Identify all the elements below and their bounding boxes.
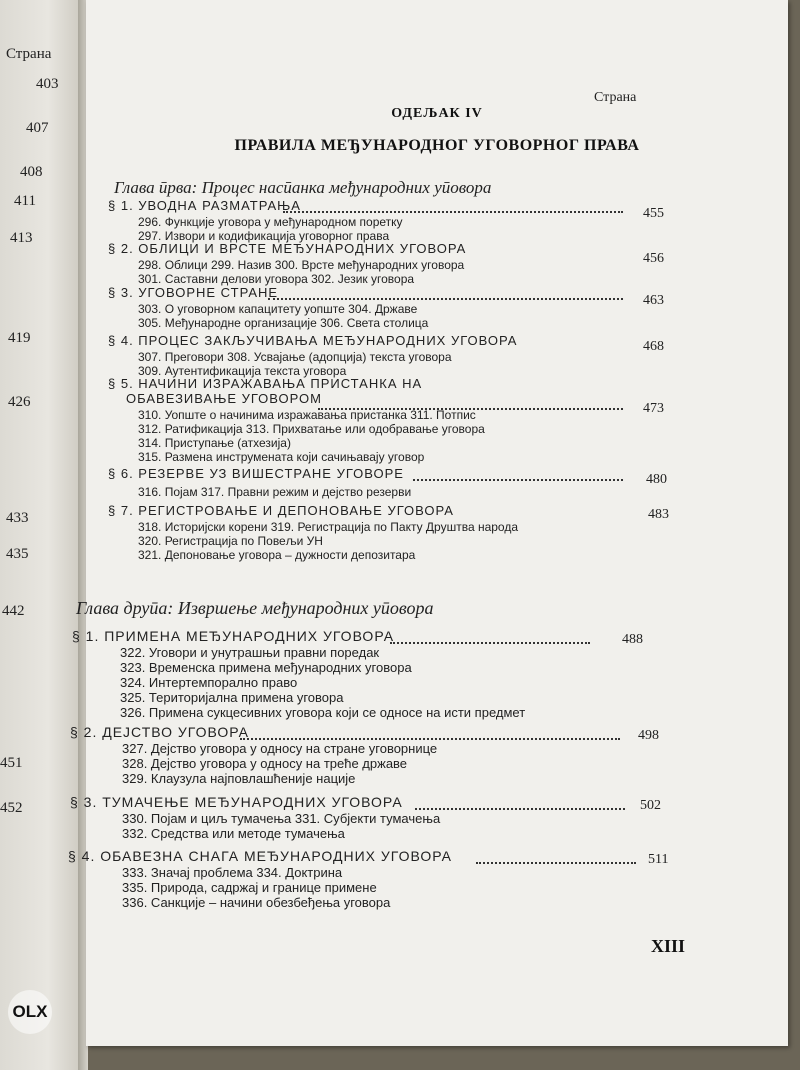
left-page-number: 407 bbox=[26, 120, 49, 136]
toc-item: 296. Функције уговора у међународном поретку bbox=[138, 215, 403, 229]
toc-item: 333. Значај проблема 334. Доктрина bbox=[122, 865, 343, 880]
toc-section-heading: § 6. РЕЗЕРВЕ УЗ ВИШЕСТРАНЕ УГОВОРЕ bbox=[108, 466, 404, 481]
toc-item: 309. Аутентификација текста уговора bbox=[138, 364, 347, 378]
left-page-number: 411 bbox=[14, 193, 36, 209]
toc-item: 310. Уопште о начинима изражавања пристанка 311. Потпис bbox=[138, 408, 476, 422]
toc-page-number: 463 bbox=[643, 293, 664, 308]
toc-section bbox=[108, 198, 708, 243]
left-page-number: 403 bbox=[36, 76, 59, 92]
leader-dots bbox=[415, 808, 625, 810]
toc-page-number: 483 bbox=[648, 507, 669, 522]
left-page-number: 408 bbox=[20, 164, 43, 180]
toc-item: 327. Дејство уговора у односу на стране уговорнице bbox=[122, 741, 438, 756]
olx-watermark: OLX bbox=[8, 990, 52, 1034]
toc-section-heading: § 7. РЕГИСТРОВАЊЕ И ДЕПОНОВАЊЕ УГОВОРА bbox=[108, 503, 454, 518]
leader-dots bbox=[413, 479, 623, 481]
toc-section bbox=[68, 848, 758, 910]
toc-item: 322. Уговори и унутрашњи правни поредак bbox=[120, 645, 380, 660]
toc-section bbox=[108, 333, 708, 378]
left-page-number: 433 bbox=[6, 510, 29, 526]
toc-item: 323. Временска примена међународних уговора bbox=[120, 660, 412, 675]
toc-section-heading: § 4. ОБАВЕЗНА СНАГА МЕЂУНАРОДНИХ УГОВОРА bbox=[68, 848, 452, 864]
toc-item: 297. Извори и кодификација уговорног права bbox=[138, 229, 390, 243]
leader-dots bbox=[318, 408, 623, 410]
toc-page-number: 455 bbox=[643, 206, 664, 221]
toc-item: 328. Дејство уговора у односу на треће државе bbox=[122, 756, 408, 771]
toc-section bbox=[108, 376, 708, 464]
toc-item: 312. Ратификација 313. Прихватање или одобравање уговора bbox=[138, 422, 485, 436]
leader-dots bbox=[240, 738, 620, 740]
left-page-number: 442 bbox=[2, 603, 25, 619]
left-page-header: Страна bbox=[6, 46, 52, 62]
toc-page-number: 480 bbox=[646, 472, 667, 487]
toc-page-number: 473 bbox=[643, 401, 664, 416]
section-title: ПРАВИЛА МЕЂУНАРОДНОГ УГОВОРНОГ ПРАВА bbox=[234, 137, 640, 154]
leader-dots bbox=[476, 862, 636, 864]
toc-section bbox=[72, 628, 712, 720]
toc-item: 303. О уговорном капацитету уопште 304. Државе bbox=[138, 302, 418, 316]
section-label: ОДЕЉАК IV bbox=[391, 106, 483, 121]
toc-section-heading: § 2. ОБЛИЦИ И ВРСТЕ МЕЂУНАРОДНИХ УГОВОРА bbox=[108, 241, 467, 256]
toc-section bbox=[70, 794, 750, 841]
toc-page-number: 502 bbox=[640, 798, 661, 813]
toc-section-heading: § 1. УВОДНА РАЗМАТРАЊА bbox=[108, 198, 301, 213]
toc-section-heading: § 5. НАЧИНИ ИЗРАЖАВАЊА ПРИСТАНКА НА bbox=[108, 376, 423, 391]
toc-section-heading-cont: ОБАВЕЗИВАЊЕ УГОВОРОМ bbox=[126, 391, 322, 406]
leader-dots bbox=[390, 642, 590, 644]
toc-item: 321. Депоновање уговора – дужности депозитара bbox=[138, 548, 416, 562]
toc-item: 329. Клаузула најповлашћеније нације bbox=[122, 771, 356, 786]
toc-item: 316. Појам 317. Правни режим и дејство резерви bbox=[138, 485, 412, 499]
toc-section-heading: § 2. ДЕЈСТВО УГОВОРА bbox=[70, 724, 249, 740]
toc-page-number: 488 bbox=[622, 632, 643, 647]
toc-item: 298. Облици 299. Назив 300. Врсте међународних уговора bbox=[138, 258, 465, 272]
toc-item: 326. Примена сукцесивних уговора који се односе на исти предмет bbox=[120, 705, 526, 720]
toc-item: 330. Појам и циљ тумачења 331. Субјекти тумачења bbox=[122, 811, 441, 826]
toc-section-heading: § 1. ПРИМЕНА МЕЂУНАРОДНИХ УГОВОРА bbox=[72, 628, 395, 644]
toc-section bbox=[108, 466, 708, 499]
left-page-number: 451 bbox=[0, 755, 23, 771]
left-page-number: 435 bbox=[6, 546, 29, 562]
toc-item: 305. Међународне организације 306. Света столица bbox=[138, 316, 429, 330]
toc-item: 332. Средства или методе тумачења bbox=[122, 826, 345, 841]
page-number: XIII bbox=[651, 936, 686, 956]
toc-item: 301. Саставни делови уговора 302. Језик уговора bbox=[138, 272, 415, 286]
toc-section-heading: § 4. ПРОЦЕС ЗАКЉУЧИВАЊА МЕЂУНАРОДНИХ УГОВОРА bbox=[108, 333, 518, 348]
toc-item: 325. Територијална примена уговора bbox=[120, 690, 344, 705]
left-page-number: 413 bbox=[10, 230, 33, 246]
toc-section bbox=[108, 241, 708, 286]
left-page-number: 452 bbox=[0, 800, 23, 816]
toc-section-heading: § 3. УГОВОРНЕ СТРАНЕ bbox=[108, 285, 279, 300]
toc-section bbox=[108, 503, 708, 562]
toc-page bbox=[68, 0, 788, 1046]
chapter-title: Глава друӣа: Извршење међународних уӣовора bbox=[76, 598, 434, 618]
left-page-number: 419 bbox=[8, 330, 31, 346]
leader-dots bbox=[283, 211, 623, 213]
toc-item: 320. Регистрација по Повељи УН bbox=[138, 534, 323, 548]
toc-page-number: 456 bbox=[643, 251, 664, 266]
toc-item: 335. Природа, садржај и границе примене bbox=[122, 880, 377, 895]
chapter-title: Глава ӣрва: Процес насӣанка међународних уӣовора bbox=[114, 178, 492, 197]
toc-section-heading: § 3. ТУМАЧЕЊЕ МЕЂУНАРОДНИХ УГОВОРА bbox=[70, 794, 403, 810]
page-header: Страна bbox=[594, 90, 637, 105]
toc-section bbox=[108, 285, 708, 330]
leader-dots bbox=[268, 298, 623, 300]
toc-item: 315. Размена инструмената који сачињавају уговор bbox=[138, 450, 425, 464]
toc-item: 307. Преговори 308. Усвајање (адопција) текста уговора bbox=[138, 350, 452, 364]
toc-item: 318. Историјски корени 319. Регистрација по Пакту Друштва народа bbox=[138, 520, 519, 534]
toc-page-number: 498 bbox=[638, 728, 659, 743]
toc-page-number: 511 bbox=[648, 852, 669, 867]
toc-section bbox=[70, 724, 730, 786]
toc-page-number: 468 bbox=[643, 339, 664, 354]
left-page-number: 426 bbox=[8, 394, 31, 410]
toc-item: 324. Интертемпорално право bbox=[120, 675, 298, 690]
toc-item: 314. Приступање (атхезија) bbox=[138, 436, 291, 450]
toc-item: 336. Санкције – начини обезбеђења уговора bbox=[122, 895, 391, 910]
